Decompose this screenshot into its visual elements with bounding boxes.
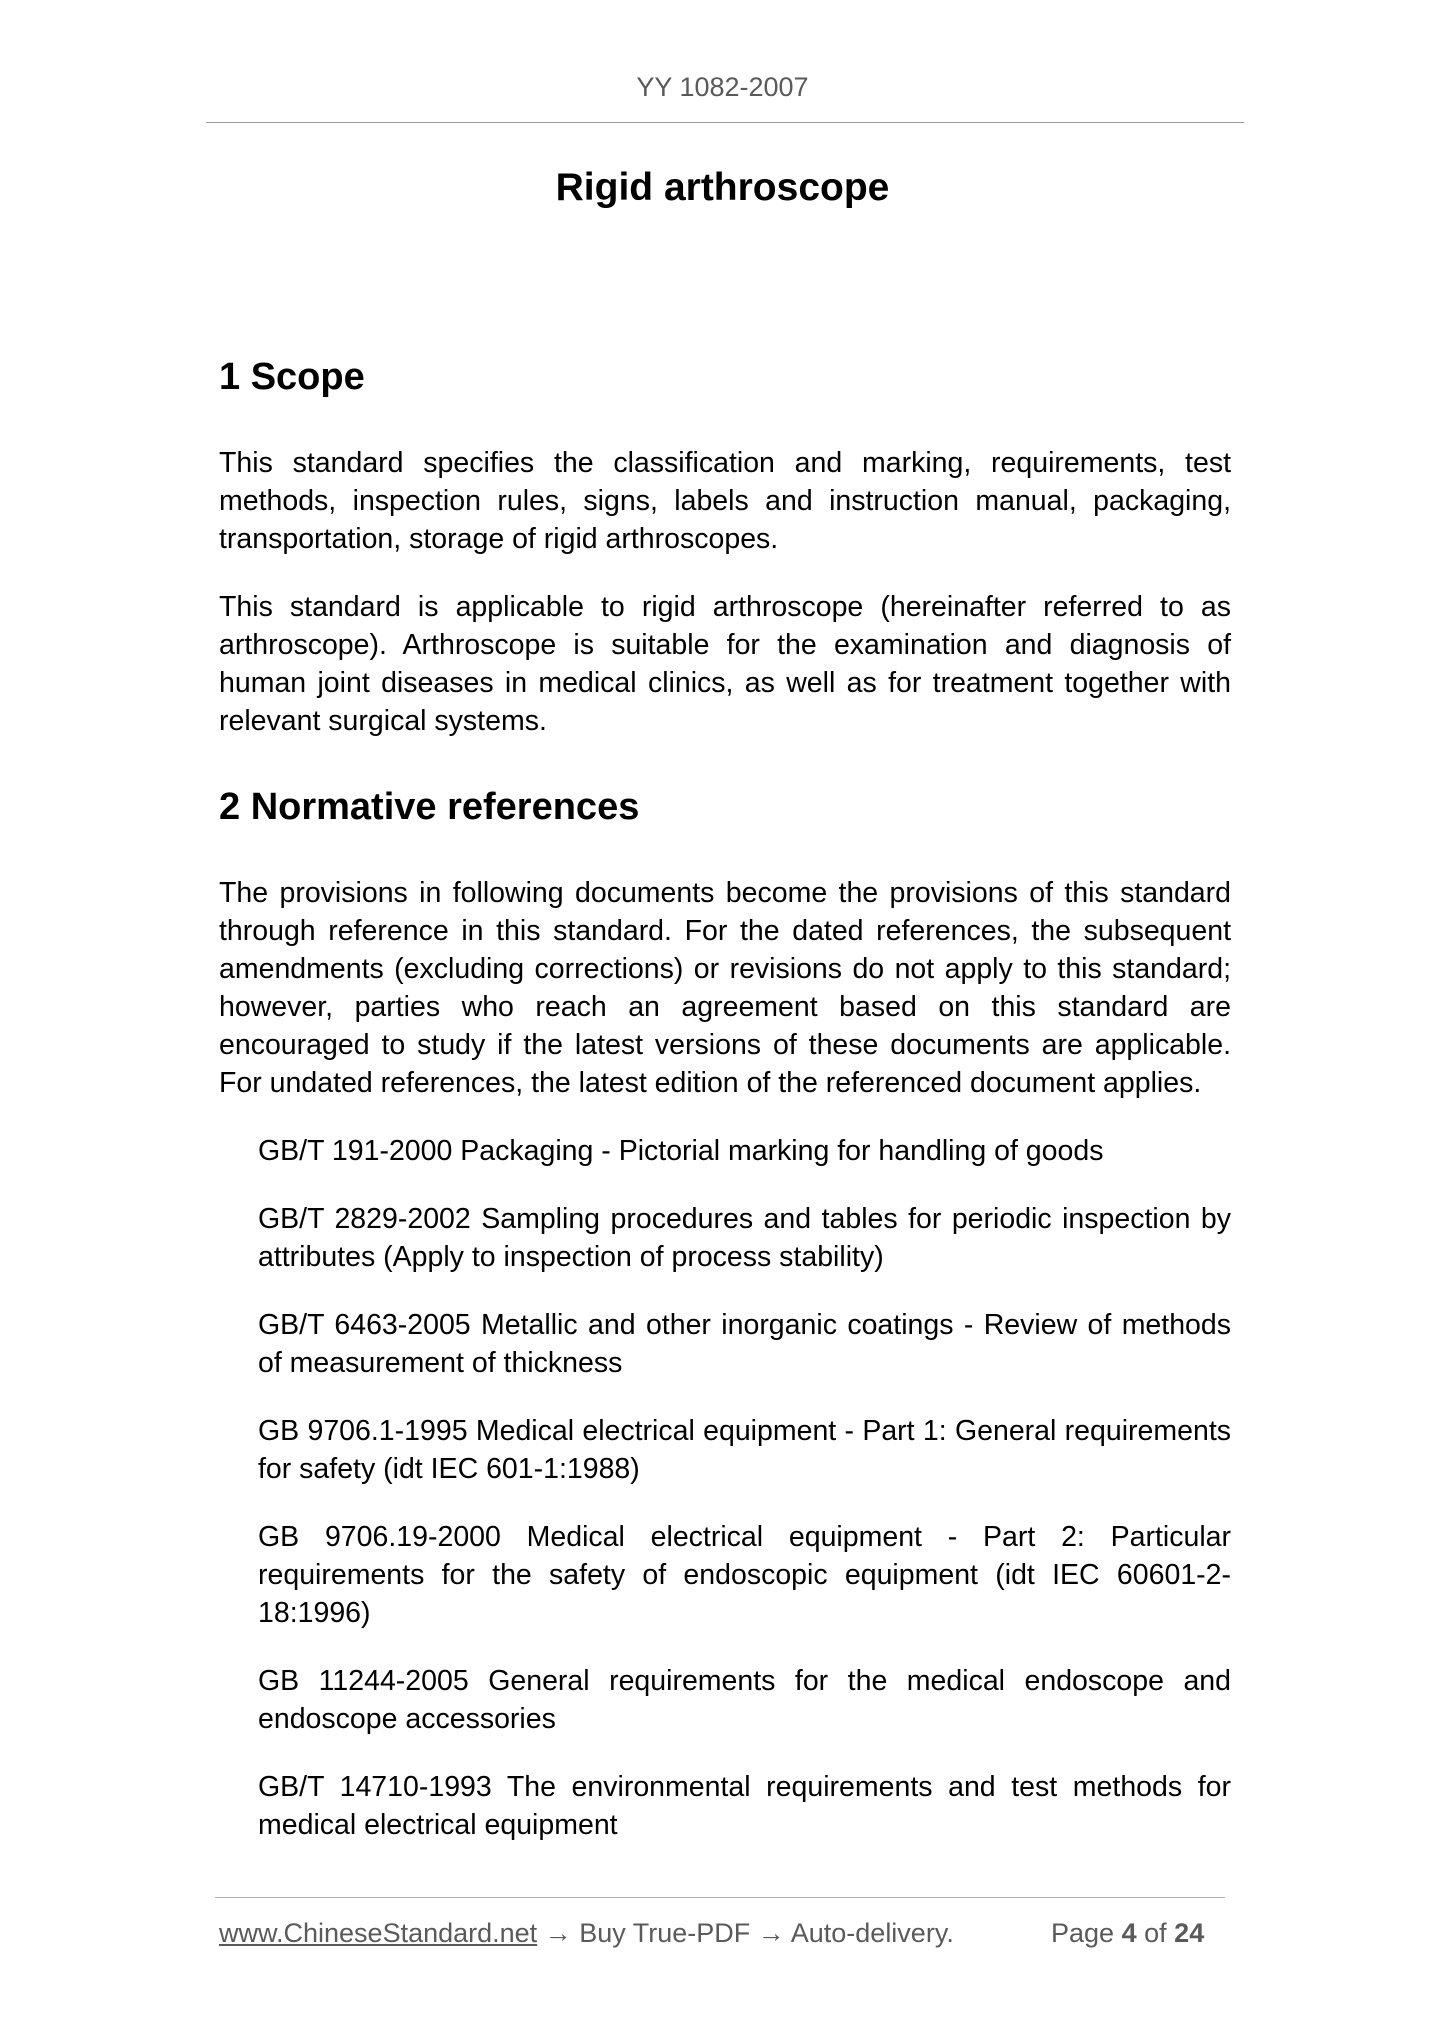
page-label: Page [1051,1918,1115,1948]
total-pages-number: 24 [1174,1918,1205,1948]
document-number: YY 1082-2007 [636,72,809,102]
page-indicator [1051,1918,1204,1949]
section-1-heading: 1 Scope [219,356,365,398]
scope-paragraph-2: This standard is applicable to rigid arthroscope (hereinafter referred to as arthroscope). Arthroscope is suitable for the examination and diagnosis of human joint diseases in medical clinics, as well as for treatment together with relevant surgical systems. [219,591,1231,737]
current-page-number: 4 [1121,1918,1137,1948]
reference-item: GB/T 6463-2005 Metallic and other inorganic coatings - Review of methods of measurement of thickness [258,1309,1231,1379]
footer-promo [219,1918,954,1949]
scope-paragraph-1: This standard specifies the classification and marking, requirements, test methods, inspection rules, signs, labels and instruction manual, packaging, transportation, storage of rigid arthroscopes. [219,447,1231,555]
page-of-label: of [1144,1918,1167,1948]
reference-item: GB 9706.1-1995 Medical electrical equipment - Part 1: General requirements for safety (idt IEC 601-1:1988) [258,1415,1231,1485]
normative-references-intro: The provisions in following documents become the provisions of this standard through reference in this standard. For the dated references, the subsequent amendments (excluding corrections) or revisions do not apply to this standard; however, parties who reach an agreement based on this standard are encouraged to study if the latest versions of these documents are applicable. For undated references, the latest edition of the referenced document applies. [219,877,1231,1099]
header-divider [206,122,1244,123]
document-title: Rigid arthroscope [555,166,890,209]
reference-item: GB/T 2829-2002 Sampling procedures and tables for periodic inspection by attributes (Apply to inspection of process stability) [258,1203,1231,1273]
reference-item: GB 11244-2005 General requirements for the medical endoscope and endoscope accessories [258,1665,1231,1735]
footer-divider [215,1897,1225,1898]
chinesestandard-link[interactable]: www.ChineseStandard.net [219,1918,538,1948]
reference-item: GB 9706.19-2000 Medical electrical equipment - Part 2: Particular requirements for the safety of endoscopic equipment (idt IEC 60601-2-18:1996) [258,1521,1231,1629]
reference-item: GB/T 191-2000 Packaging - Pictorial marking for handling of goods [258,1135,1104,1167]
reference-item: GB/T 14710-1993 The environmental requirements and test methods for medical electrical equipment [258,1771,1231,1841]
section-2-heading: 2 Normative references [219,786,640,828]
footer-tagline: → Buy True-PDF → Auto-delivery. [537,1918,954,1948]
